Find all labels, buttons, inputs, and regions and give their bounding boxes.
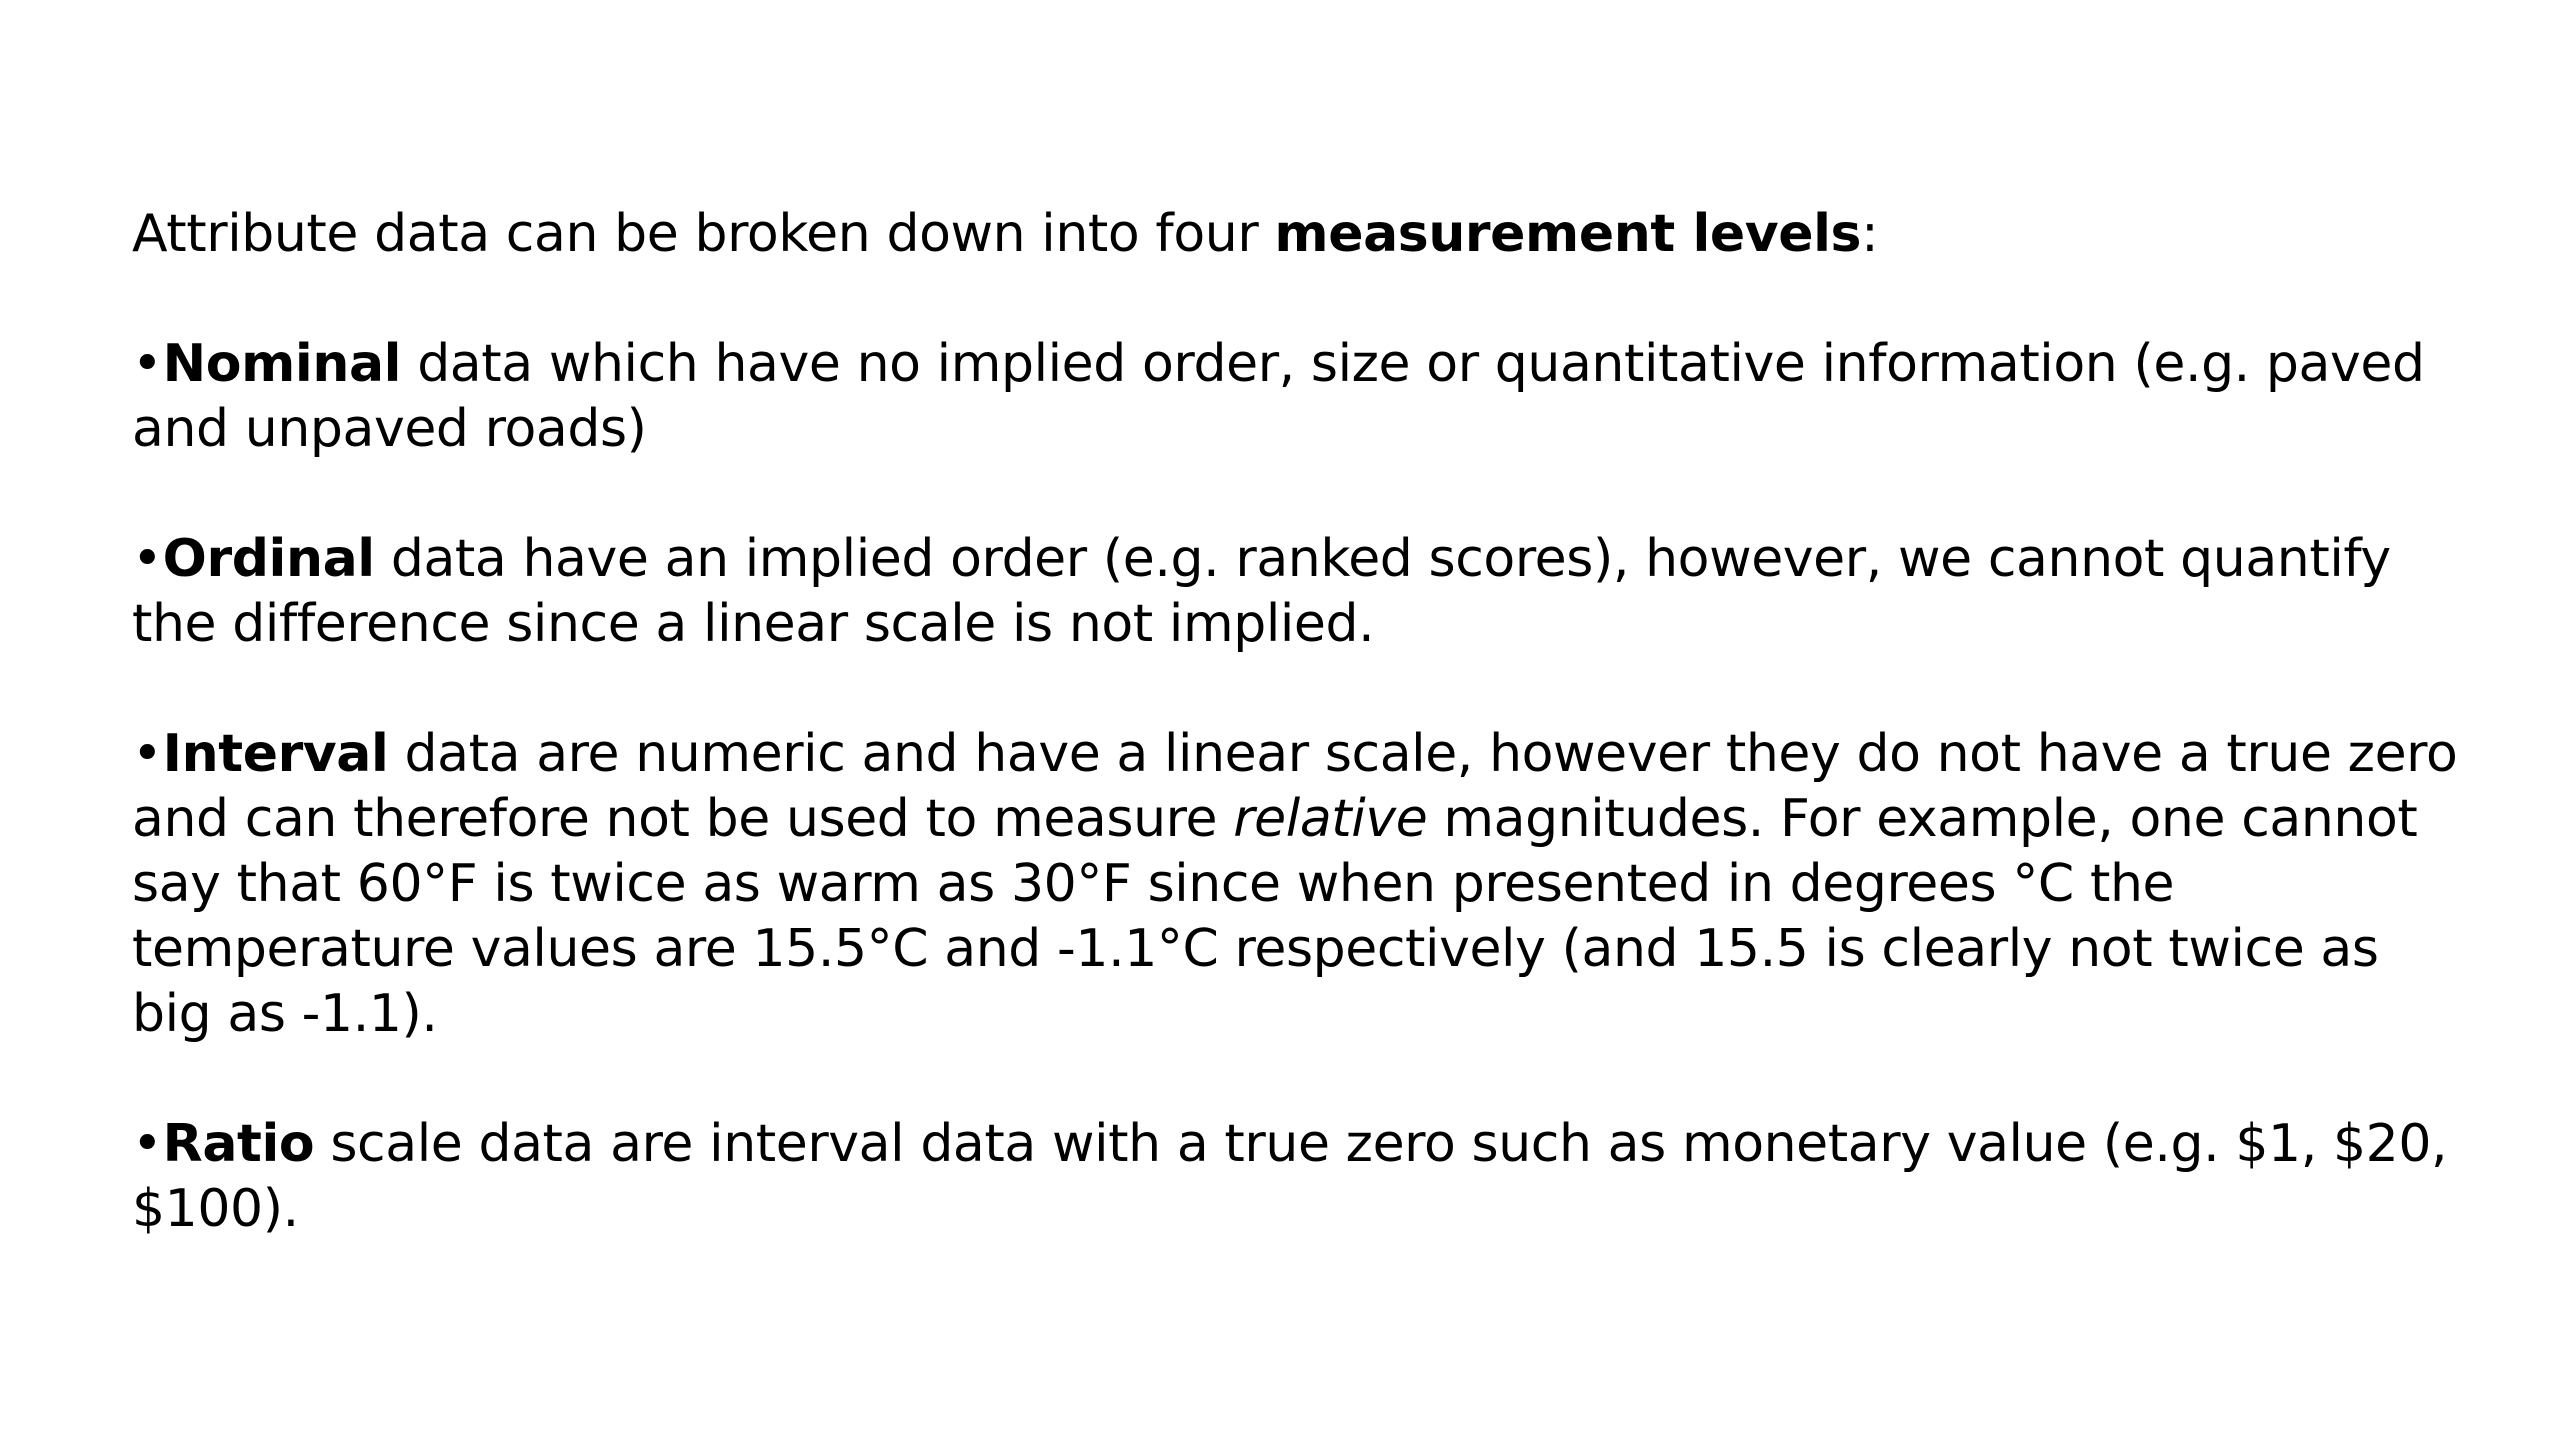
measurement-levels-term: measurement levels (1274, 204, 1862, 264)
slide-body-text (132, 202, 2462, 1242)
ordinal-description: data have an implied order (e.g. ranked scores), however, we cannot quantify the difference since a linear scale is not implied. (132, 529, 2391, 654)
intro-text: Attribute data can be broken down into four (132, 204, 1275, 264)
bullet-marker: • (132, 529, 163, 589)
ratio-term: Ratio (162, 1114, 315, 1174)
bullet-ordinal (132, 527, 2462, 657)
nominal-description: data which have no implied order, size or quantitative information (e.g. paved and unpaved roads) (132, 334, 2425, 459)
bullet-marker: • (132, 334, 163, 394)
bullet-ratio (132, 1112, 2462, 1242)
ratio-description: scale data are interval data with a true zero such as monetary value (e.g. $1, $20, $100). (132, 1114, 2448, 1239)
bullet-marker: • (132, 1114, 163, 1174)
interval-description-part1: data are numeric and have a linear scale, however they do not have a true zero and can therefore not be used to measure (132, 724, 2458, 849)
intro-paragraph (132, 202, 2462, 267)
intro-colon: : (1861, 204, 1879, 264)
bullet-marker: • (132, 724, 163, 784)
ordinal-term: Ordinal (162, 529, 375, 589)
bullet-nominal (132, 332, 2462, 462)
interval-term: Interval (162, 724, 389, 784)
relative-emphasis: relative (1233, 789, 1428, 849)
interval-description-part2: magnitudes. For example, one cannot say that 60°F is twice as warm as 30°F since when presented in degrees °C the temperature values are 15.5°C and -1.1°C respectively (and 15.5 is clearly not twice as big as -1.1). (132, 789, 2418, 1044)
nominal-term: Nominal (162, 334, 402, 394)
bullet-interval (132, 722, 2462, 1047)
